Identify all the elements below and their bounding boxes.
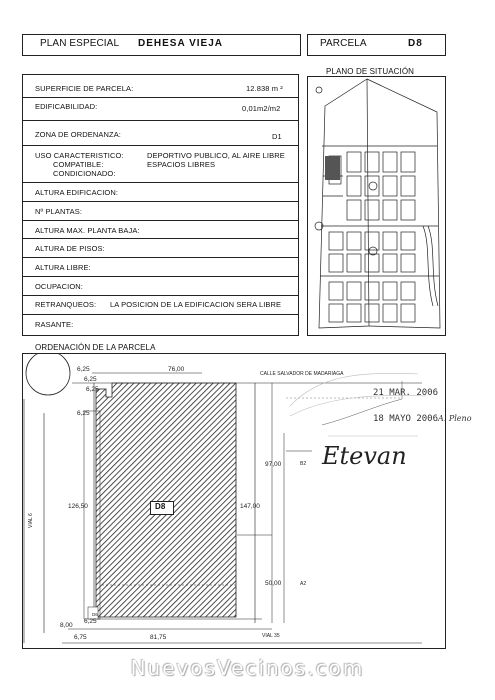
dim-675: 6,75: [74, 634, 87, 641]
row-divider: [22, 314, 299, 315]
row-divider: [22, 182, 299, 183]
altura-pisos-label: ALTURA DE PISOS:: [35, 244, 105, 253]
edificabilidad-value: 0,01m2/m2: [242, 104, 281, 113]
stamp-date-1: 21 MAR. 2006: [373, 388, 439, 398]
dim-12650: 126,50: [68, 503, 88, 510]
dim-147: 147,00: [240, 503, 260, 510]
dim-8175: 81,75: [150, 634, 167, 641]
street-bottom-label: VIAL 35: [262, 633, 280, 639]
street-top-label: CALLE SALVADOR DE MADARIAGA: [260, 371, 344, 377]
dim-97: 97,00: [265, 461, 282, 468]
stamp-seal: [288, 366, 428, 446]
zona-label: ZONA DE ORDENANZA:: [35, 130, 121, 139]
dim-76: 76,00: [168, 366, 185, 373]
label-b2: B2: [300, 461, 307, 467]
row-divider: [22, 238, 299, 239]
compatible-value: ESPACIOS LIBRES: [147, 160, 216, 169]
dim-625-c: 6,25: [86, 386, 99, 393]
label-a2: A2: [300, 581, 307, 587]
stamp-date-2: 18 MAYO 2006: [373, 414, 439, 424]
compatible-label: COMPATIBLE:: [53, 160, 104, 169]
signature: Etevan: [322, 442, 407, 470]
street-left-label: VIAL 6: [28, 513, 34, 528]
parcel-data-box: [22, 74, 299, 336]
dim-625-b: 6,25: [84, 376, 97, 383]
dim-50: 50,00: [265, 580, 282, 587]
row-divider: [22, 120, 299, 121]
rasante-label: RASANTE:: [35, 320, 74, 329]
watermark: NuevosVecinos.com: [130, 656, 365, 680]
altura-edificacion-label: ALTURA EDIFICACION:: [35, 188, 119, 197]
row-divider: [22, 97, 299, 98]
row-divider: [22, 145, 299, 146]
dim-625-e: 6,25: [84, 618, 97, 625]
ocupacion-label: OCUPACION:: [35, 282, 83, 291]
plantas-label: Nº PLANTAS:: [35, 207, 83, 216]
dim-625-a: 6,25: [77, 366, 90, 373]
retranqueos-value: LA POSICION DE LA EDIFICACION SERA LIBRE: [110, 300, 282, 309]
row-divider: [22, 295, 299, 296]
retranqueos-label: RETRANQUEOS:: [35, 300, 97, 309]
situacion-title: PLANO DE SITUACIÓN: [326, 67, 415, 76]
parcel-highlight: [325, 156, 340, 180]
plan-name: DEHESA VIEJA: [138, 38, 223, 49]
label-d6: D6: [92, 612, 98, 617]
stamp-plenary: A. Pleno: [438, 414, 472, 423]
row-divider: [22, 257, 299, 258]
edificabilidad-label: EDIFICABILIDAD:: [35, 102, 98, 111]
parcela-label: PARCELA: [320, 38, 367, 49]
superficie-value: 12.838 m ²: [246, 84, 283, 93]
plan-label: PLAN ESPECIAL: [40, 38, 120, 49]
ordenacion-title: ORDENACIÓN DE LA PARCELA: [35, 343, 156, 352]
uso-caracteristico-value: DEPORTIVO PUBLICO, AL AIRE LIBRE: [147, 151, 285, 160]
parcela-value: D8: [408, 38, 423, 49]
superficie-label: SUPERFICIE DE PARCELA:: [35, 84, 134, 93]
situation-map: [307, 76, 446, 336]
row-divider: [22, 276, 299, 277]
altura-libre-label: ALTURA LIBRE:: [35, 263, 91, 272]
altura-planta-baja-label: ALTURA MAX. PLANTA BAJA:: [35, 226, 140, 235]
parcel-label: D8: [155, 502, 166, 511]
dim-625-d: 6,25: [77, 410, 90, 417]
dim-800: 8,00: [60, 622, 73, 629]
zona-value: D1: [272, 132, 282, 141]
row-divider: [22, 201, 299, 202]
uso-caracteristico-label: USO CARACTERISTICO:: [35, 151, 124, 160]
condicionado-label: CONDICIONADO:: [53, 169, 116, 178]
row-divider: [22, 220, 299, 221]
